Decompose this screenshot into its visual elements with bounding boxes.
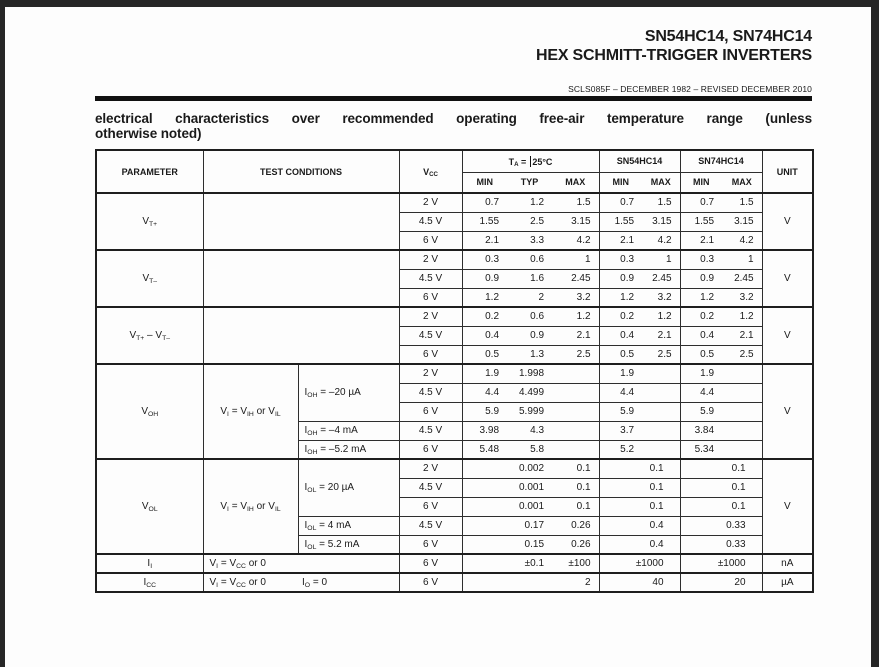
unit-cell: V <box>762 459 813 554</box>
value-cell: 0.17 <box>507 516 552 535</box>
value-cell: 0.33 <box>680 516 762 535</box>
value-cell: 0.4 <box>462 326 507 345</box>
vcc-cell: 6 V <box>399 535 462 554</box>
unit-cell: V <box>762 250 813 307</box>
value-cell: 0.4 <box>599 535 680 554</box>
value-cell <box>462 497 507 516</box>
value-cell: 0.6 <box>507 307 552 326</box>
condition-cell: $V_I = V_{IH}$ or $V_{IL}$ <box>203 459 298 554</box>
value-cell: 0.7 <box>680 193 722 212</box>
col-subheader-max: MAX <box>722 172 762 193</box>
col-header-test-conditions: TEST CONDITIONS <box>203 150 399 193</box>
value-cell: 1.2 <box>599 288 642 307</box>
condition-cell: $V_I = V_{CC}$ or 0 <box>203 554 399 573</box>
value-cell: 3.2 <box>642 288 680 307</box>
value-cell: 3.15 <box>642 212 680 231</box>
value-cell <box>552 402 599 421</box>
value-cell: 1.5 <box>642 193 680 212</box>
value-cell: 3.84 <box>680 421 722 440</box>
value-cell: 0.1 <box>552 497 599 516</box>
value-cell <box>462 554 507 573</box>
value-cell: 0.001 <box>507 497 552 516</box>
vcc-cell: 4.5 V <box>399 421 462 440</box>
value-cell <box>552 440 599 459</box>
value-cell: 0.26 <box>552 516 599 535</box>
value-cell: 0.1 <box>680 497 762 516</box>
value-cell: 2.5 <box>722 345 762 364</box>
param-hysteresis: $V_{T+} - V_{T-}$ <box>96 307 203 364</box>
value-cell: 2 <box>507 288 552 307</box>
value-cell <box>722 440 762 459</box>
value-cell: 5.8 <box>507 440 552 459</box>
col-header-sn54hc14: SN54HC14 <box>599 150 680 172</box>
value-cell: 4.3 <box>507 421 552 440</box>
section-heading <box>95 112 812 141</box>
value-cell: 0.7 <box>599 193 642 212</box>
value-cell: 2.1 <box>722 326 762 345</box>
vcc-cell: 4.5 V <box>399 383 462 402</box>
value-cell: 40 <box>599 573 680 592</box>
condition-cell: $V_I = V_{CC}$ or 0 $I_O = 0$ <box>203 573 399 592</box>
value-cell: 1.2 <box>722 307 762 326</box>
value-cell: 2.1 <box>462 231 507 250</box>
value-cell <box>462 478 507 497</box>
vcc-cell: 4.5 V <box>399 478 462 497</box>
value-cell: 1.998 <box>507 364 552 383</box>
vcc-cell: 6 V <box>399 231 462 250</box>
value-cell: 0.4 <box>599 516 680 535</box>
condition-cell: $I_{OH} = -5.2$ mA <box>298 440 399 459</box>
vcc-cell: 6 V <box>399 402 462 421</box>
vcc-cell: 4.5 V <box>399 269 462 288</box>
value-cell <box>462 459 507 478</box>
value-cell: 0.1 <box>599 478 680 497</box>
value-cell: 1.2 <box>507 193 552 212</box>
vcc-cell: 6 V <box>399 554 462 573</box>
value-cell: 1.2 <box>462 288 507 307</box>
vcc-cell: 2 V <box>399 307 462 326</box>
value-cell: 0.15 <box>507 535 552 554</box>
unit-cell: V <box>762 193 813 250</box>
value-cell: 0.5 <box>462 345 507 364</box>
value-cell: 1.9 <box>680 364 722 383</box>
value-cell: 0.33 <box>680 535 762 554</box>
value-cell <box>462 516 507 535</box>
part-numbers: SN54HC14, SN74HC14 <box>644 28 812 45</box>
col-header-sn74hc14: SN74HC14 <box>680 150 762 172</box>
value-cell: 3.15 <box>722 212 762 231</box>
document-title <box>95 28 812 65</box>
col-subheader-typ: TYP <box>507 172 552 193</box>
section-heading-line2: otherwise noted) <box>95 125 202 141</box>
value-cell: 1.2 <box>680 288 722 307</box>
value-cell: 5.9 <box>462 402 507 421</box>
vcc-cell: 6 V <box>399 573 462 592</box>
condition-cell <box>203 193 399 250</box>
vcc-cell: 6 V <box>399 440 462 459</box>
value-cell: 5.9 <box>599 402 642 421</box>
value-cell: 0.5 <box>599 345 642 364</box>
value-cell: 4.499 <box>507 383 552 402</box>
value-cell: 4.4 <box>599 383 642 402</box>
condition-cell: $I_{OH} = -4$ mA <box>298 421 399 440</box>
value-cell: 1.55 <box>599 212 642 231</box>
col-subheader-min: MIN <box>462 172 507 193</box>
value-cell: ±1000 <box>599 554 680 573</box>
value-cell: 4.2 <box>642 231 680 250</box>
value-cell: 1 <box>552 250 599 269</box>
value-cell: 0.9 <box>680 269 722 288</box>
value-cell: 0.26 <box>552 535 599 554</box>
value-cell: 0.3 <box>599 250 642 269</box>
col-subheader-min: MIN <box>680 172 722 193</box>
unit-cell: µA <box>762 573 813 592</box>
unit-cell: V <box>762 364 813 459</box>
value-cell: 2.45 <box>722 269 762 288</box>
value-cell <box>722 402 762 421</box>
value-cell <box>722 421 762 440</box>
unit-cell: V <box>762 307 813 364</box>
value-cell: 2.5 <box>642 345 680 364</box>
value-cell: ±0.1 <box>507 554 552 573</box>
value-cell: 3.3 <box>507 231 552 250</box>
vcc-cell: 2 V <box>399 459 462 478</box>
value-cell: 0.9 <box>507 326 552 345</box>
value-cell <box>552 421 599 440</box>
vcc-cell: 2 V <box>399 364 462 383</box>
text-cursor <box>530 156 532 167</box>
param-voh: $V_{OH}$ <box>96 364 203 459</box>
vcc-cell: 2 V <box>399 250 462 269</box>
value-cell: 0.001 <box>507 478 552 497</box>
value-cell <box>462 573 507 592</box>
param-vt-plus: $V_{T+}$ <box>96 193 203 250</box>
value-cell <box>642 402 680 421</box>
value-cell: 2 <box>552 573 599 592</box>
value-cell: 0.002 <box>507 459 552 478</box>
value-cell: 2.5 <box>552 345 599 364</box>
value-cell: ±100 <box>552 554 599 573</box>
unit-cell: nA <box>762 554 813 573</box>
page-content <box>95 28 812 593</box>
col-subheader-min: MIN <box>599 172 642 193</box>
value-cell <box>642 383 680 402</box>
condition-cell <box>203 250 399 307</box>
value-cell: 2.45 <box>552 269 599 288</box>
value-cell: 1.2 <box>642 307 680 326</box>
value-cell: 1.9 <box>599 364 642 383</box>
value-cell: 0.1 <box>552 459 599 478</box>
value-cell <box>642 364 680 383</box>
value-cell: 0.6 <box>507 250 552 269</box>
value-cell <box>722 364 762 383</box>
condition-cell: $I_{OL} = 20$ µA <box>298 459 399 516</box>
value-cell: 3.15 <box>552 212 599 231</box>
value-cell: 2.45 <box>642 269 680 288</box>
value-cell: 1.5 <box>722 193 762 212</box>
value-cell: 0.4 <box>680 326 722 345</box>
value-cell: 3.7 <box>599 421 642 440</box>
col-header-parameter: PARAMETER <box>96 150 203 193</box>
value-cell: 0.1 <box>680 459 762 478</box>
value-cell: 4.4 <box>680 383 722 402</box>
value-cell: 0.1 <box>552 478 599 497</box>
value-cell: 1.55 <box>680 212 722 231</box>
value-cell: 1.3 <box>507 345 552 364</box>
value-cell: 4.2 <box>722 231 762 250</box>
value-cell: 3.2 <box>722 288 762 307</box>
value-cell: 2.1 <box>552 326 599 345</box>
value-cell <box>507 573 552 592</box>
value-cell: 0.9 <box>599 269 642 288</box>
condition-cell: $I_{OH} = -20$ µA <box>298 364 399 421</box>
value-cell: 2.1 <box>599 231 642 250</box>
value-cell: 0.1 <box>599 459 680 478</box>
value-cell: 5.34 <box>680 440 722 459</box>
document-number-revision: SCLS085F – DECEMBER 1982 – REVISED DECEMBER 2010 <box>568 84 812 94</box>
param-icc: $I_{CC}$ <box>96 573 203 592</box>
value-cell: 0.7 <box>462 193 507 212</box>
value-cell: 0.1 <box>599 497 680 516</box>
value-cell: 1.5 <box>552 193 599 212</box>
value-cell: 5.48 <box>462 440 507 459</box>
value-cell: 0.3 <box>680 250 722 269</box>
value-cell: 5.2 <box>599 440 642 459</box>
condition-cell: $V_I = V_{IH}$ or $V_{IL}$ <box>203 364 298 459</box>
col-header-vcc: $V_{CC}$ <box>399 150 462 193</box>
value-cell: 1.55 <box>462 212 507 231</box>
value-cell <box>552 383 599 402</box>
value-cell <box>642 440 680 459</box>
value-cell: 0.1 <box>680 478 762 497</box>
condition-cell <box>203 307 399 364</box>
value-cell: 20 <box>680 573 762 592</box>
vcc-cell: 4.5 V <box>399 212 462 231</box>
value-cell <box>552 364 599 383</box>
vcc-cell: 6 V <box>399 497 462 516</box>
datasheet-page <box>5 7 871 667</box>
value-cell: ±1000 <box>680 554 762 573</box>
value-cell: 0.4 <box>599 326 642 345</box>
value-cell: 2.1 <box>680 231 722 250</box>
value-cell: 1 <box>642 250 680 269</box>
value-cell: 2.5 <box>507 212 552 231</box>
value-cell <box>642 421 680 440</box>
value-cell: 4.2 <box>552 231 599 250</box>
condition-cell: $I_{OL} = 5.2$ mA <box>298 535 399 554</box>
vcc-cell: 4.5 V <box>399 516 462 535</box>
value-cell: 3.98 <box>462 421 507 440</box>
device-description: HEX SCHMITT-TRIGGER INVERTERS <box>536 46 812 64</box>
value-cell: 3.2 <box>552 288 599 307</box>
value-cell: 5.9 <box>680 402 722 421</box>
value-cell: 2.1 <box>642 326 680 345</box>
horizontal-rule <box>95 96 812 101</box>
value-cell: 0.5 <box>680 345 722 364</box>
value-cell <box>722 383 762 402</box>
param-ii: $I_I$ <box>96 554 203 573</box>
vcc-cell: 6 V <box>399 345 462 364</box>
col-header-ta-25c: $T_A = 25^\circ C$ <box>462 150 599 172</box>
col-subheader-max: MAX <box>552 172 599 193</box>
section-heading-line1: electrical characteristics over recommended operating free-air temperature range (unless <box>95 111 812 126</box>
value-cell: 0.2 <box>462 307 507 326</box>
value-cell <box>462 535 507 554</box>
value-cell: 5.999 <box>507 402 552 421</box>
param-vol: $V_{OL}$ <box>96 459 203 554</box>
value-cell: 1.9 <box>462 364 507 383</box>
vcc-cell: 2 V <box>399 193 462 212</box>
value-cell: 1 <box>722 250 762 269</box>
value-cell: 0.3 <box>462 250 507 269</box>
value-cell: 4.4 <box>462 383 507 402</box>
condition-cell: $I_{OL} = 4$ mA <box>298 516 399 535</box>
value-cell: 0.9 <box>462 269 507 288</box>
col-header-unit: UNIT <box>762 150 813 193</box>
col-subheader-max: MAX <box>642 172 680 193</box>
value-cell: 1.2 <box>552 307 599 326</box>
value-cell: 0.2 <box>680 307 722 326</box>
electrical-characteristics-table <box>95 149 814 593</box>
vcc-cell: 6 V <box>399 288 462 307</box>
vcc-cell: 4.5 V <box>399 326 462 345</box>
param-vt-minus: $V_{T-}$ <box>96 250 203 307</box>
value-cell: 1.6 <box>507 269 552 288</box>
value-cell: 0.2 <box>599 307 642 326</box>
